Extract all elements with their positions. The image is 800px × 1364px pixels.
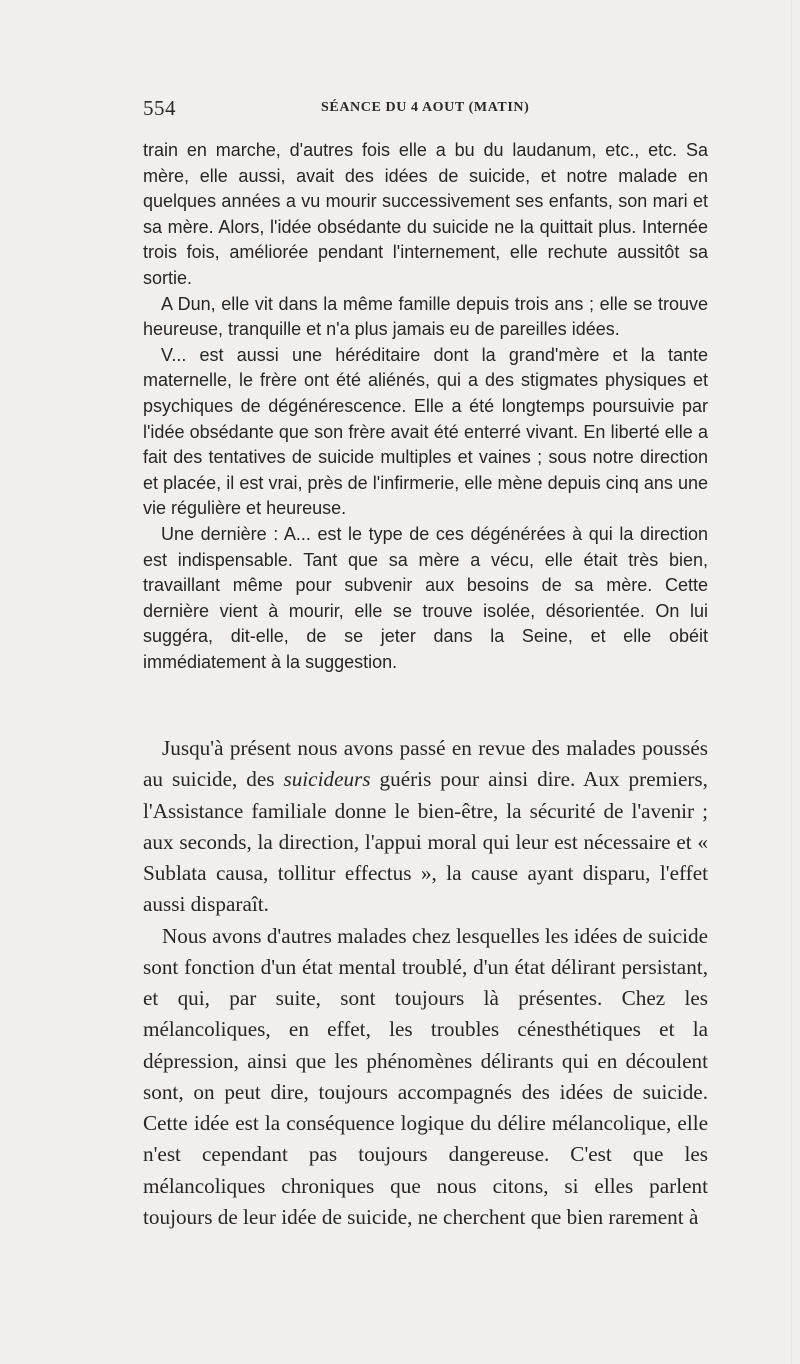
discussion-paragraph-1 xyxy=(143,733,708,921)
case-paragraph-1: train en marche, d'autres fois elle a bu du laudanum, etc., etc. Sa mère, elle aussi, avait des idées de suicide, et notre malade en quelques années a vu mourir successivement ses enfants, son mari et sa mère. Alors, l'idée obsédante du suicide ne la quittait plus. Internée trois fois, améliorée pendant l'internement, elle rechute aussitôt sa sortie. xyxy=(143,140,708,288)
discussion-paragraph-1-before: Jusqu'à présent nous avons passé en revue des malades poussés au suicide, des xyxy=(143,736,708,792)
running-head: SÉANCE DU 4 AOUT (MATIN) xyxy=(321,100,530,115)
scan-edge xyxy=(791,0,792,1364)
main-discussion-text xyxy=(143,733,708,1233)
page-header xyxy=(143,96,708,124)
case-paragraph-3: V... est aussi une héréditaire dont la grand'mère et la tante maternelle, le frère ont été aliénés, qui a des stigmates physiques et psychiques de dégénérescence. Elle a été longtemps poursuivie par l'idée obsédante que son frère avait été enterré vivant. En liberté elle a fait des tentatives de suicide multiples et vaines ; sous notre direction et placée, il est vrai, près de l'infirmerie, elle mène depuis cinq ans une vie régulière et heureuse. xyxy=(143,344,708,519)
case-paragraph-4: Une dernière : A... est le type de ces dégénérées à qui la direction est indispensable. Tant que sa mère a vécu, elle était très bien, travaillant même pour subvenir aux besoins de sa mère. Cette dernière vient à mourir, elle se trouve isolée, désorientée. On lui suggéra, dit-elle, de se jeter dans la Seine, et elle obéit immédiatement à la suggestion. xyxy=(143,523,708,672)
case-studies-text xyxy=(143,138,708,675)
discussion-paragraph-1-after: guéris pour ainsi dire. Aux premiers, l'Assistance familiale donne le bien-être, la sécurité de l'avenir ; aux seconds, la direction, l'appui moral qui leur est nécessaire et « Sublata causa, tollitur effectus », la cause ayant disparu, l'effet aussi disparaît. xyxy=(143,767,708,917)
page-number: 554 xyxy=(143,96,176,120)
italic-term-suicideurs: suicideurs xyxy=(283,767,371,792)
case-paragraph-2: A Dun, elle vit dans la même famille depuis trois ans ; elle se trouve heureuse, tranquille et n'a plus jamais eu de pareilles idées. xyxy=(143,293,708,340)
discussion-paragraph-2: Nous avons d'autres malades chez lesquelles les idées de suicide sont fonction d'un état mental troublé, d'un état délirant persistant, et qui, par suite, sont toujours là présentes. Chez les mélancoliques, en effet, les troubles cénesthétiques et la dépression, ainsi que les phénomènes délirants qui en découlent sont, on peut dire, toujours accompagnés des idées de suicide. Cette idée est la conséquence logique du délire mélancolique, elle n'est cependant pas toujours dangereuse. C'est que les mélancoliques chroniques que nous citons, si elles parlent toujours de leur idée de suicide, ne cherchent que bien rarement à xyxy=(143,923,708,1229)
